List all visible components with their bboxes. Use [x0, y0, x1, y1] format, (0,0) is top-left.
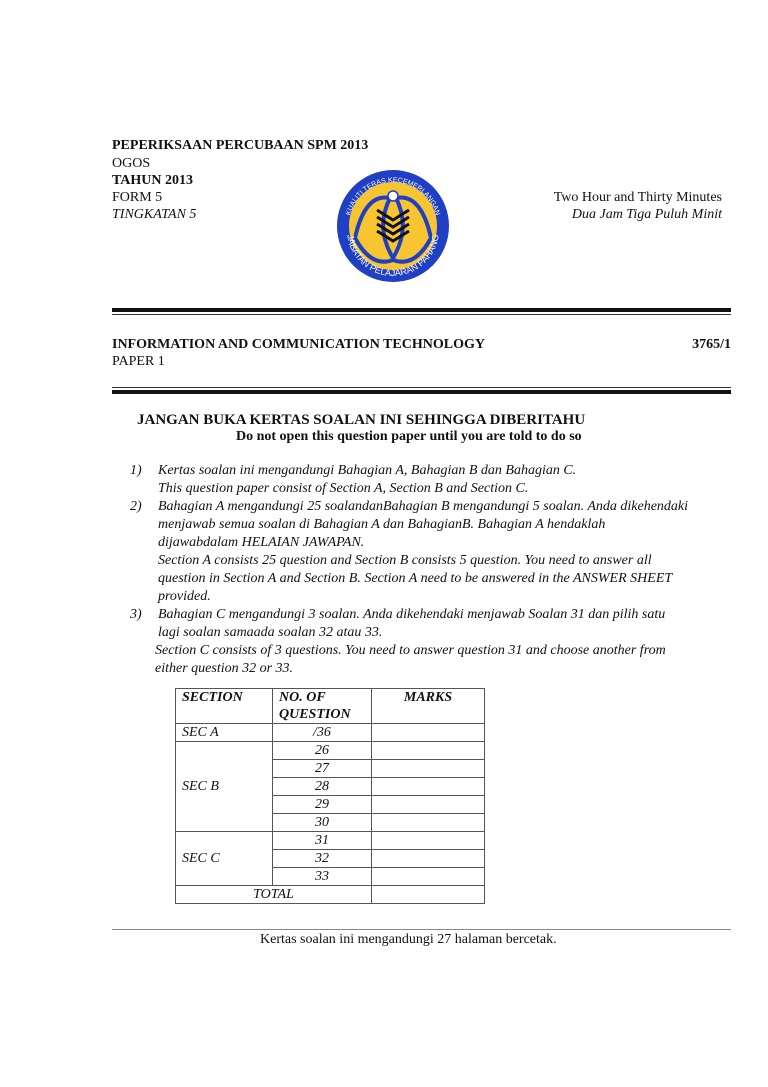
instruction-line: either question 32 or 33. — [155, 661, 294, 676]
marks-cell — [372, 796, 485, 814]
total-marks-cell — [372, 886, 485, 904]
question-cell: 29 — [273, 796, 372, 814]
header-no-of-question: NO. OF QUESTION — [273, 689, 372, 724]
form-ms: TINGKATAN 5 — [112, 207, 197, 222]
page-count-note: Kertas soalan ini mengandungi 27 halaman bercetak. — [260, 932, 557, 947]
marks-cell — [372, 868, 485, 886]
marks-cell — [372, 742, 485, 760]
table-row — [176, 742, 485, 760]
exam-month: OGOS — [112, 156, 151, 171]
marks-table — [175, 688, 485, 904]
section-cell: SEC A — [176, 724, 273, 742]
question-cell: 28 — [273, 778, 372, 796]
marks-cell — [372, 760, 485, 778]
question-cell: 33 — [273, 868, 372, 886]
warning-en: Do not open this question paper until you are told to do so — [236, 429, 582, 444]
exam-title: PEPERIKSAAN PERCUBAAN SPM 2013 — [112, 138, 369, 153]
exam-year: TAHUN 2013 — [112, 173, 194, 188]
instruction-number: 1) — [130, 463, 142, 478]
instruction-line: menjawab semua soalan di Bahagian A dan BahagianB. Bahagian A hendaklah — [158, 517, 606, 532]
instruction-line: provided. — [158, 589, 211, 604]
instruction-line: Section C consists of 3 questions. You need to answer question 31 and choose another from — [155, 643, 666, 658]
marks-cell — [372, 832, 485, 850]
instruction-line: Section A consists 25 question and Section B consists 5 question. You need to answer all — [158, 553, 652, 568]
marks-cell — [372, 814, 485, 832]
instruction-number: 2) — [130, 499, 142, 514]
instruction-number: 3) — [130, 607, 142, 622]
instruction-line: lagi soalan samaada soalan 32 atau 33. — [158, 625, 383, 640]
svg-text:KUALITI TERAS KECEMERLANGAN: KUALITI TERAS KECEMERLANGAN — [345, 176, 441, 217]
question-cell: 27 — [273, 760, 372, 778]
header-marks: MARKS — [372, 689, 485, 724]
instruction-line: This question paper consist of Section A, Section B and Section C. — [158, 481, 529, 496]
duration-ms: Dua Jam Tiga Puluh Minit — [571, 207, 722, 222]
divider-bottom-thin — [112, 387, 731, 388]
instruction-line: question in Section A and Section B. Section A need to be answered in the ANSWER SHEET — [158, 571, 673, 586]
divider-top-thin — [112, 314, 731, 315]
divider-bottom — [112, 390, 731, 394]
total-label: TOTAL — [176, 886, 372, 904]
warning-ms: JANGAN BUKA KERTAS SOALAN INI SEHINGGA DIBERITAHU — [137, 412, 586, 428]
subject-title: INFORMATION AND COMMUNICATION TECHNOLOGY — [112, 337, 485, 352]
instruction-line: Kertas soalan ini mengandungi Bahagian A, Bahagian B dan Bahagian C. — [158, 463, 577, 478]
table-row — [176, 724, 485, 742]
instruction-line: dijawabdalam HELAIAN JAWAPAN. — [158, 535, 365, 550]
header-section: SECTION — [176, 689, 273, 724]
question-cell: 31 — [273, 832, 372, 850]
table-total-row — [176, 886, 485, 904]
paper-number: PAPER 1 — [112, 354, 165, 369]
section-cell: SEC B — [176, 742, 273, 832]
section-cell: SEC C — [176, 832, 273, 886]
duration-en: Two Hour and Thirty Minutes — [553, 190, 722, 205]
instruction-line: Bahagian A mengandungi 25 soalandanBahagian B mengandungi 5 soalan. Anda dikehendaki — [158, 499, 689, 514]
instruction-line: Bahagian C mengandungi 3 soalan. Anda dikehendaki menjawab Soalan 31 dan pilih satu — [158, 607, 666, 622]
form-en: FORM 5 — [112, 190, 163, 205]
subject-code: 3765/1 — [692, 337, 731, 352]
svg-text:JABATAN PELAJARAN PAHANG: JABATAN PELAJARAN PAHANG — [345, 233, 441, 279]
divider-top — [112, 308, 731, 312]
marks-cell — [372, 850, 485, 868]
table-header-row — [176, 689, 485, 724]
marks-cell — [372, 724, 485, 742]
footer-divider — [112, 929, 731, 930]
table-row — [176, 832, 485, 850]
question-cell: /36 — [273, 724, 372, 742]
question-cell: 26 — [273, 742, 372, 760]
jabatan-logo — [335, 168, 451, 284]
question-cell: 30 — [273, 814, 372, 832]
marks-cell — [372, 778, 485, 796]
question-cell: 32 — [273, 850, 372, 868]
